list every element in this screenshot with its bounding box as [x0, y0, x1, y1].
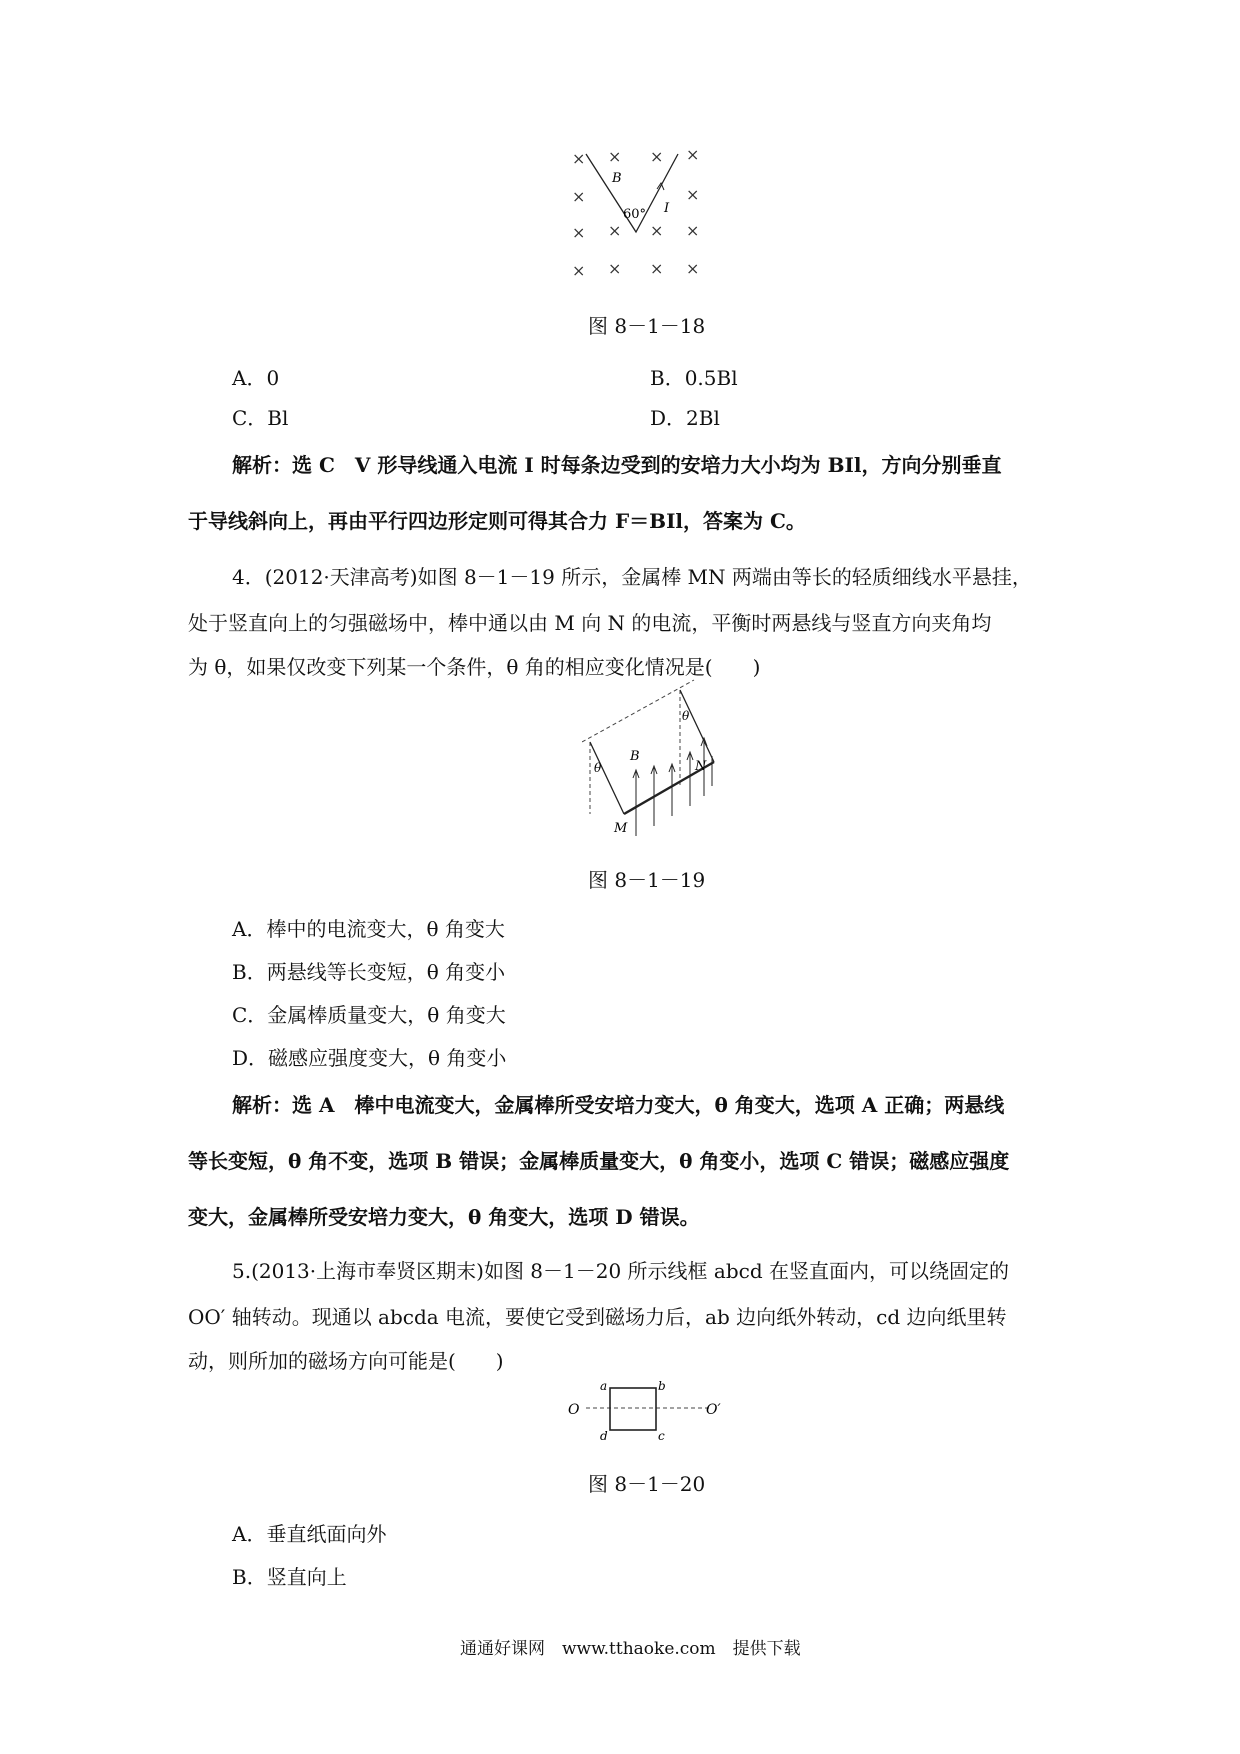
option-a: A．棒中的电流变大，θ 角变大: [232, 917, 505, 941]
field-mark: ×: [650, 147, 664, 166]
page-footer: 通通好课网 www.tthaoke.com 提供下载: [460, 1639, 801, 1659]
field-mark: ×: [686, 185, 700, 204]
question-stem: OO′ 轴转动。现通以 abcda 电流，要使它受到磁场力后，ab 边向纸外转动，cd 边向纸里转: [188, 1305, 1007, 1329]
analysis-text: 于导线斜向上，再由平行四边形定则可得其合力 F＝BIl，答案为 C。: [188, 509, 806, 533]
suspension-thread: [590, 742, 624, 814]
figure-caption: 图 8－1－20: [588, 1472, 706, 1496]
option-b: B．两悬线等长变短，θ 角变小: [232, 960, 506, 984]
option-d: D．2Bl: [650, 406, 720, 430]
field-mark: ×: [608, 147, 622, 166]
figure-8-1-18-drawing: [560, 140, 720, 290]
angle-label: 60°: [623, 207, 647, 222]
question-stem: 动，则所加的磁场方向可能是( ): [188, 1349, 504, 1373]
wire-frame: [610, 1388, 656, 1430]
option-c: C．金属棒质量变大，θ 角变大: [232, 1003, 506, 1027]
suspension-thread: [680, 690, 714, 762]
field-mark: ×: [608, 259, 622, 278]
label-B: B: [630, 749, 640, 764]
field-mark: ×: [572, 187, 586, 206]
figure-8-1-19: [582, 676, 722, 840]
question-stem: 为 θ，如果仅改变下列某一个条件，θ 角的相应变化情况是( ): [188, 655, 761, 679]
figure-8-1-19-drawing: [582, 676, 722, 840]
field-mark: ×: [572, 261, 586, 280]
field-mark: ×: [608, 221, 622, 240]
label-N: N: [695, 759, 707, 774]
label-I: I: [664, 201, 670, 216]
field-mark: ×: [572, 223, 586, 242]
analysis-text: 解析：选 A 棒中电流变大，金属棒所受安培力变大，θ 角变大，选项 A 正确；两悬线: [232, 1093, 1005, 1117]
figure-8-1-20-drawing: [568, 1378, 728, 1442]
figure-caption: 图 8－1－18: [588, 314, 706, 338]
label-O: O: [568, 1402, 580, 1418]
option-a: A．垂直纸面向外: [232, 1522, 387, 1546]
figure-8-1-18: [560, 140, 720, 290]
label-b: b: [658, 1379, 666, 1393]
label-O-prime: O′: [706, 1402, 721, 1418]
label-theta: θ: [682, 709, 690, 723]
option-c: C．Bl: [232, 406, 289, 430]
field-mark: ×: [650, 259, 664, 278]
question-stem: 处于竖直向上的匀强磁场中，棒中通以由 M 向 N 的电流，平衡时两悬线与竖直方向夹角均: [188, 611, 992, 635]
label-a: a: [600, 1379, 608, 1393]
option-d: D．磁感应强度变大，θ 角变小: [232, 1046, 507, 1070]
analysis-text: 等长变短，θ 角不变，选项 B 错误；金属棒质量变大，θ 角变小，选项 C 错误；磁感应强度: [188, 1149, 1010, 1173]
ceiling-dashed-line: [582, 680, 694, 742]
field-mark: ×: [650, 221, 664, 240]
option-b: B．竖直向上: [232, 1565, 347, 1589]
figure-8-1-20: [568, 1378, 728, 1442]
label-c: c: [658, 1429, 665, 1442]
option-b: B．0.5Bl: [650, 366, 738, 390]
label-theta: θ: [594, 761, 602, 775]
option-a: A．0: [232, 366, 280, 390]
analysis-text: 变大，金属棒所受安培力变大，θ 角变大，选项 D 错误。: [188, 1205, 700, 1229]
label-d: d: [600, 1429, 608, 1442]
label-M: M: [614, 821, 628, 836]
field-mark: ×: [686, 259, 700, 278]
figure-caption: 图 8－1－19: [588, 868, 706, 892]
field-mark: ×: [686, 221, 700, 240]
question-stem: 5.(2013·上海市奉贤区期末)如图 8－1－20 所示线框 abcd 在竖直面内，可以绕固定的: [232, 1259, 1010, 1283]
label-B: B: [612, 171, 622, 186]
field-mark: ×: [686, 145, 700, 164]
analysis-text: 解析：选 C V 形导线通入电流 I 时每条边受到的安培力大小均为 BIl，方向分别垂直: [232, 453, 1002, 477]
question-stem: 4．(2012·天津高考)如图 8－1－19 所示，金属棒 MN 两端由等长的轻质细线水平悬挂，: [232, 565, 1032, 589]
field-mark: ×: [572, 149, 586, 168]
